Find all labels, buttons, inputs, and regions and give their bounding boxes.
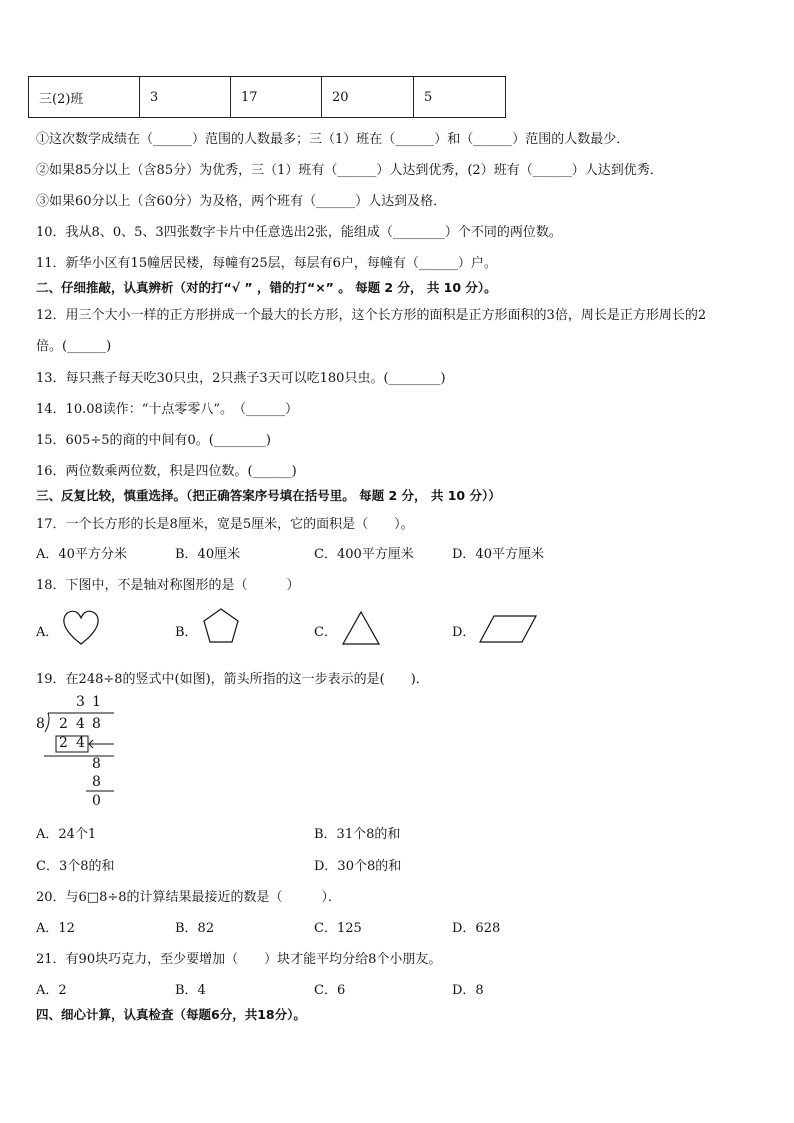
table-cell: 3 xyxy=(140,77,231,118)
section-3-title: 三、反复比较，慎重选择。（把正确答案序号填在括号里。 每题 2 分， 共 10 分）） xyxy=(36,488,501,503)
q19-option-d: D．30个8的和 xyxy=(314,859,402,874)
question-14: 14．10.08读作：“十点零零八”。 （______） xyxy=(36,402,299,417)
q18-option-d: D． xyxy=(452,625,476,640)
q17-option-c: C．400平方厘米 xyxy=(314,547,414,562)
step-digit: 8 xyxy=(92,774,101,790)
q21-option-c: C．6 xyxy=(314,983,346,998)
q17-option-d: D．40平方厘米 xyxy=(452,547,544,562)
step-digit: 2 xyxy=(59,735,68,751)
q19-option-b: B．31个8的和 xyxy=(314,827,401,842)
q20-option-c: C．125 xyxy=(314,921,362,936)
q20-option-b: B．82 xyxy=(175,921,215,936)
triangle-icon xyxy=(340,609,382,647)
q17-option-b: B．40厘米 xyxy=(175,547,241,562)
pentagon-icon xyxy=(201,607,241,645)
q20-option-d: D．628 xyxy=(452,921,501,936)
question-21: 21．有90块巧克力，至少要增加（ ）块才能平均分给8个小朋友。 xyxy=(36,952,442,967)
q20-option-a: A．12 xyxy=(36,921,75,936)
division-lines xyxy=(34,694,124,810)
question-12-line1: 12．用三个大小一样的正方形拼成一个最大的长方形，这个长方形的面积是正方形面积的3倍，周长是正方形周长的2 xyxy=(36,308,707,323)
question-9-part3: ③如果60分以上（含60分）为及格，两个班有（______）人达到及格． xyxy=(36,194,447,209)
question-20: 20．与6□8÷8的计算结果最接近的数是（ ）． xyxy=(36,890,342,905)
table-cell: 三(2)班 xyxy=(29,77,140,118)
table-cell: 5 xyxy=(414,77,506,118)
question-9-part1: ①这次数学成绩在（______）范围的人数最多；三（1）班在（______）和（______）范围的人数最少． xyxy=(36,132,630,147)
question-13: 13．每只燕子每天吃30只虫，2只燕子3天可以吃180只虫。(________) xyxy=(36,371,446,386)
q18-option-b: B． xyxy=(175,625,198,640)
question-15: 15．605÷5的商的中间有0。(________) xyxy=(36,433,271,448)
table-cell: 17 xyxy=(231,77,322,118)
q21-option-a: A．2 xyxy=(36,983,67,998)
q18-option-a: A． xyxy=(36,625,59,640)
step-digit: 8 xyxy=(92,756,101,772)
table-row xyxy=(29,77,506,118)
score-table xyxy=(28,76,506,118)
q21-option-d: D．8 xyxy=(452,983,484,998)
heart-icon xyxy=(62,608,100,648)
long-division-figure xyxy=(34,694,124,810)
q18-option-c: C． xyxy=(314,625,337,640)
remainder-digit: 0 xyxy=(92,793,101,809)
question-17: 17．一个长方形的长是8厘米，宽是5厘米，它的面积是（ ）。 xyxy=(36,517,414,532)
q17-option-a: A．40平方分米 xyxy=(36,547,127,562)
question-12-line2: 倍。(______) xyxy=(36,339,112,354)
question-18: 18．下图中，不是轴对称图形的是（ ） xyxy=(36,578,300,593)
table-cell: 20 xyxy=(322,77,414,118)
dividend-digit: 8 xyxy=(92,716,101,732)
step-digit: 4 xyxy=(76,735,85,751)
quotient-digit: 3 xyxy=(76,694,85,710)
question-19: 19．在248÷8的竖式中(如图)，箭头所指的这一步表示的是( )． xyxy=(36,672,429,687)
q21-option-b: B．4 xyxy=(175,983,206,998)
q19-option-a: A．24个1 xyxy=(36,827,97,842)
question-10: 10．我从8、0、5、3四张数字卡片中任意选出2张，能组成（________）个不同的两位数。 xyxy=(36,225,562,240)
q19-option-c: C．3个8的和 xyxy=(36,859,115,874)
quotient-digit: 1 xyxy=(92,694,101,710)
dividend-digit: 4 xyxy=(76,716,85,732)
question-9-part2: ②如果85分以上（含85分）为优秀，三（1）班有（______）人达到优秀，(2）班有（______）人达到优秀． xyxy=(36,163,663,178)
section-2-title: 二、仔细推敲，认真辨析（对的打“√ ” ，错的打“×” 。 每题 2 分， 共 10 分）。 xyxy=(36,280,497,295)
question-11: 11．新华小区有15幢居民楼，每幢有25层，每层有6户，每幢有（______）户。 xyxy=(36,256,497,271)
question-16: 16．两位数乘两位数，积是四位数。(______) xyxy=(36,464,297,479)
divisor: 8 xyxy=(36,716,45,732)
section-4-title: 四、细心计算，认真检查（每题6分，共18分）。 xyxy=(36,1007,306,1022)
dividend-digit: 2 xyxy=(59,716,68,732)
parallelogram-icon xyxy=(478,613,540,645)
